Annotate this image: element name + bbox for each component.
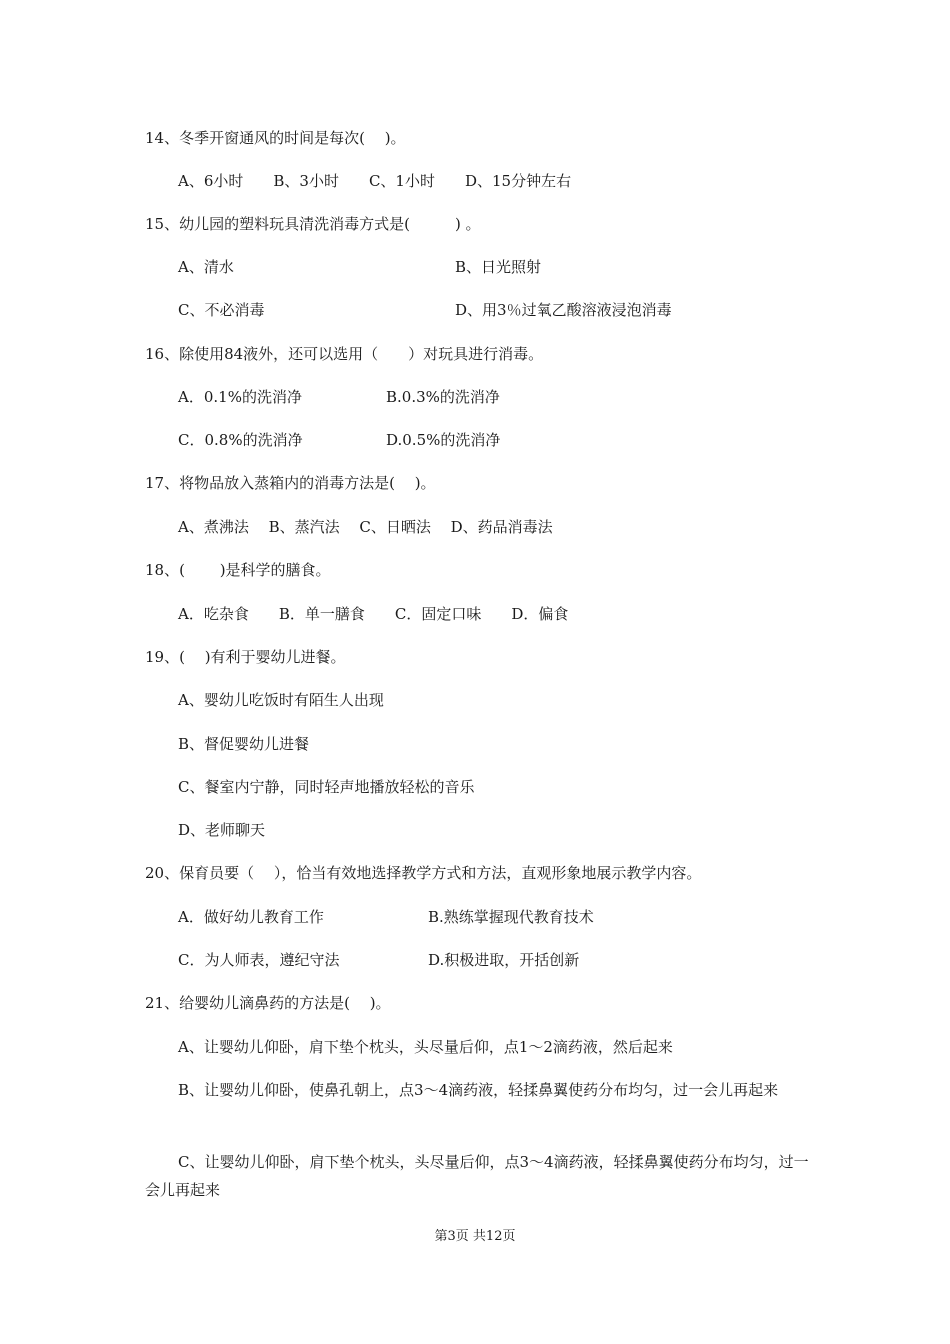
question-20-option-d: D.积极进取，开括创新 bbox=[428, 951, 580, 969]
question-18-options: A．吃杂食 B．单一膳食 C．固定口味 D．偏食 bbox=[178, 605, 569, 623]
question-15-option-c: C、不必消毒 bbox=[178, 301, 265, 319]
question-15-option-a: A、清水 bbox=[178, 258, 234, 276]
question-15-option-d: D、用3％过氧乙酸溶液浸泡消毒 bbox=[455, 301, 672, 319]
question-19-option-d: D、老师聊天 bbox=[178, 821, 266, 839]
question-16-option-c: C．0.8%的洗消净 bbox=[178, 431, 303, 449]
question-14-options: A、6小时 B、3小时 C、1小时 D、15分钟左右 bbox=[178, 172, 572, 190]
question-15-stem: 15、幼儿园的塑料玩具清洗消毒方式是( ) 。 bbox=[145, 215, 481, 233]
question-21-option-a: A、让婴幼儿仰卧，肩下垫个枕头，头尽量后仰，点1～2滴药液，然后起来 bbox=[178, 1038, 673, 1056]
question-19-option-a: A、婴幼儿吃饭时有陌生人出现 bbox=[178, 691, 384, 709]
question-21-stem: 21、给婴幼儿滴鼻药的方法是( )。 bbox=[145, 994, 391, 1012]
question-20-stem: 20、保育员要（ ），恰当有效地选择教学方式和方法，直观形象地展示教学内容。 bbox=[145, 864, 702, 882]
question-20-option-a: A．做好幼儿教育工作 bbox=[178, 908, 324, 926]
question-16-stem: 16、除使用84液外，还可以选用（ ）对玩具进行消毒。 bbox=[145, 345, 544, 363]
question-20-option-b: B.熟练掌握现代教育技术 bbox=[428, 908, 594, 926]
question-14-stem: 14、冬季开窗通风的时间是每次( )。 bbox=[145, 129, 406, 147]
question-19-option-b: B、督促婴幼儿进餐 bbox=[178, 735, 310, 753]
question-16-option-b: B.0.3%的洗消净 bbox=[386, 388, 500, 406]
question-19-option-c: C、餐室内宁静，同时轻声地播放轻松的音乐 bbox=[178, 778, 475, 796]
question-16-option-a: A．0.1%的洗消净 bbox=[178, 388, 302, 406]
question-17-options: A、煮沸法 B、蒸汽法 C、日晒法 D、药品消毒法 bbox=[178, 518, 553, 536]
question-19-stem: 19、( )有利于婴幼儿进餐。 bbox=[145, 648, 346, 666]
question-15-option-b: B、日光照射 bbox=[455, 258, 542, 276]
question-21-option-c: C、让婴幼儿仰卧，肩下垫个枕头，头尽量后仰，点3～4滴药液，轻揉鼻翼使药分布均匀，过一会儿再起来 bbox=[145, 1153, 809, 1199]
question-16-option-d: D.0.5%的洗消净 bbox=[386, 431, 501, 449]
question-21-option-b: B、让婴幼儿仰卧，使鼻孔朝上，点3～4滴药液，轻揉鼻翼使药分布均匀，过一会儿再起来 bbox=[178, 1081, 779, 1099]
question-20-option-c: C．为人师表，遵纪守法 bbox=[178, 951, 340, 969]
question-18-stem: 18、( )是科学的膳食。 bbox=[145, 561, 331, 579]
question-17-stem: 17、将物品放入蒸箱内的消毒方法是( )。 bbox=[145, 474, 436, 492]
page-number-footer: 第3页 共12页 bbox=[434, 1229, 516, 1244]
